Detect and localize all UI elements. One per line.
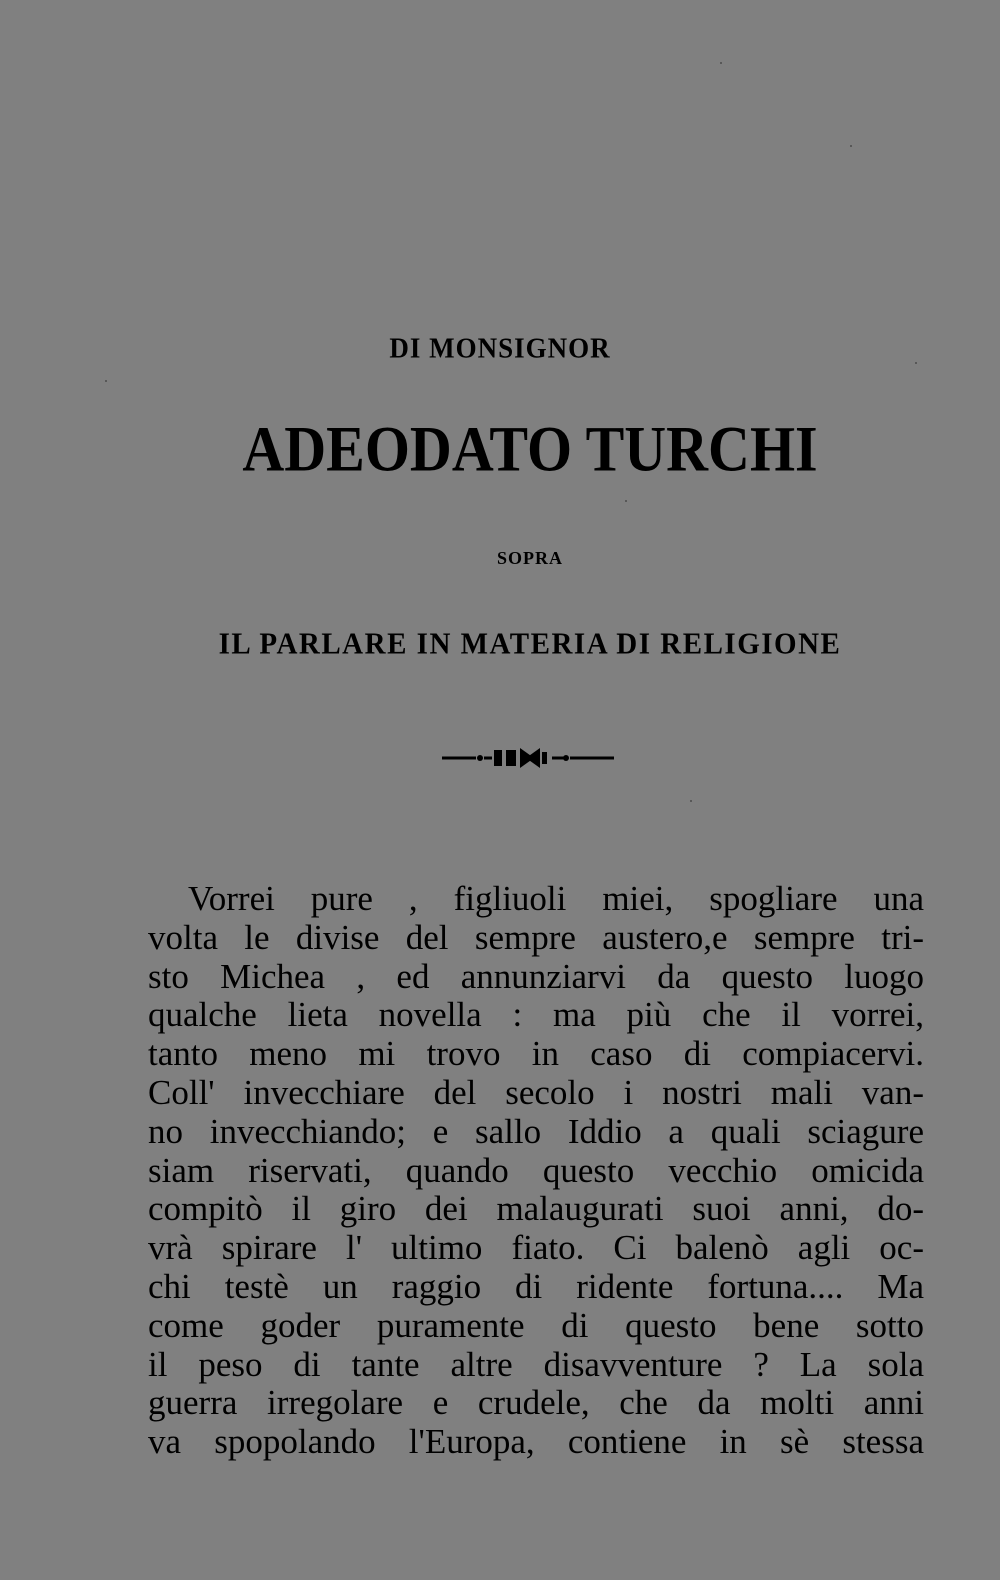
text-line: va spopolando l'Europa, contiene in sè stessa — [148, 1422, 924, 1462]
scan-speck — [690, 800, 692, 802]
text-line: tanto meno mi trovo in caso di compiacervi. — [148, 1034, 924, 1074]
text-line: Coll' invecchiare del secolo i nostri mali van- — [148, 1072, 924, 1112]
text-line: Vorrei pure , figliuoli miei, spogliare una — [188, 879, 924, 918]
text-line: siam riservati, quando questo vecchio omicida — [148, 1150, 924, 1190]
text-line: come goder puramente di questo bene sotto — [148, 1305, 924, 1345]
text-line: no invecchiando; e sallo Iddio a quali sciagure — [148, 1111, 924, 1151]
typographic-rule-ornament — [440, 744, 616, 770]
text-line: guerra irregolare e crudele, che da molti anni — [148, 1383, 924, 1423]
text-line: il peso di tante altre disavventure ? La sola — [148, 1344, 924, 1384]
scan-speck — [850, 145, 852, 147]
scan-speck — [720, 62, 722, 64]
scan-speck — [625, 500, 627, 502]
text-line: volta le divise del sempre austero,e sempre tri- — [148, 917, 924, 957]
subject-title: IL PARLARE IN MATERIA DI RELIGIONE — [218, 627, 842, 661]
scan-speck — [105, 380, 107, 382]
text-line: qualche lieta novella : ma più che il vorrei, — [148, 995, 924, 1035]
text-line: compitò il giro dei malaugurati suoi anni, do- — [148, 1189, 924, 1229]
connector-word: SOPRA — [496, 548, 563, 568]
text-line: sto Michea , ed annunziarvi da questo luogo — [148, 956, 924, 996]
text-line: vrà spirare l' ultimo fiato. Ci balenò agli oc- — [148, 1228, 924, 1268]
text-line: chi testè un raggio di ridente fortuna.... Ma — [148, 1266, 924, 1306]
author-title: ADEODATO TURCHI — [242, 412, 818, 485]
body-paragraph — [148, 880, 924, 1462]
pre-title: DI MONSIGNOR — [389, 332, 611, 364]
